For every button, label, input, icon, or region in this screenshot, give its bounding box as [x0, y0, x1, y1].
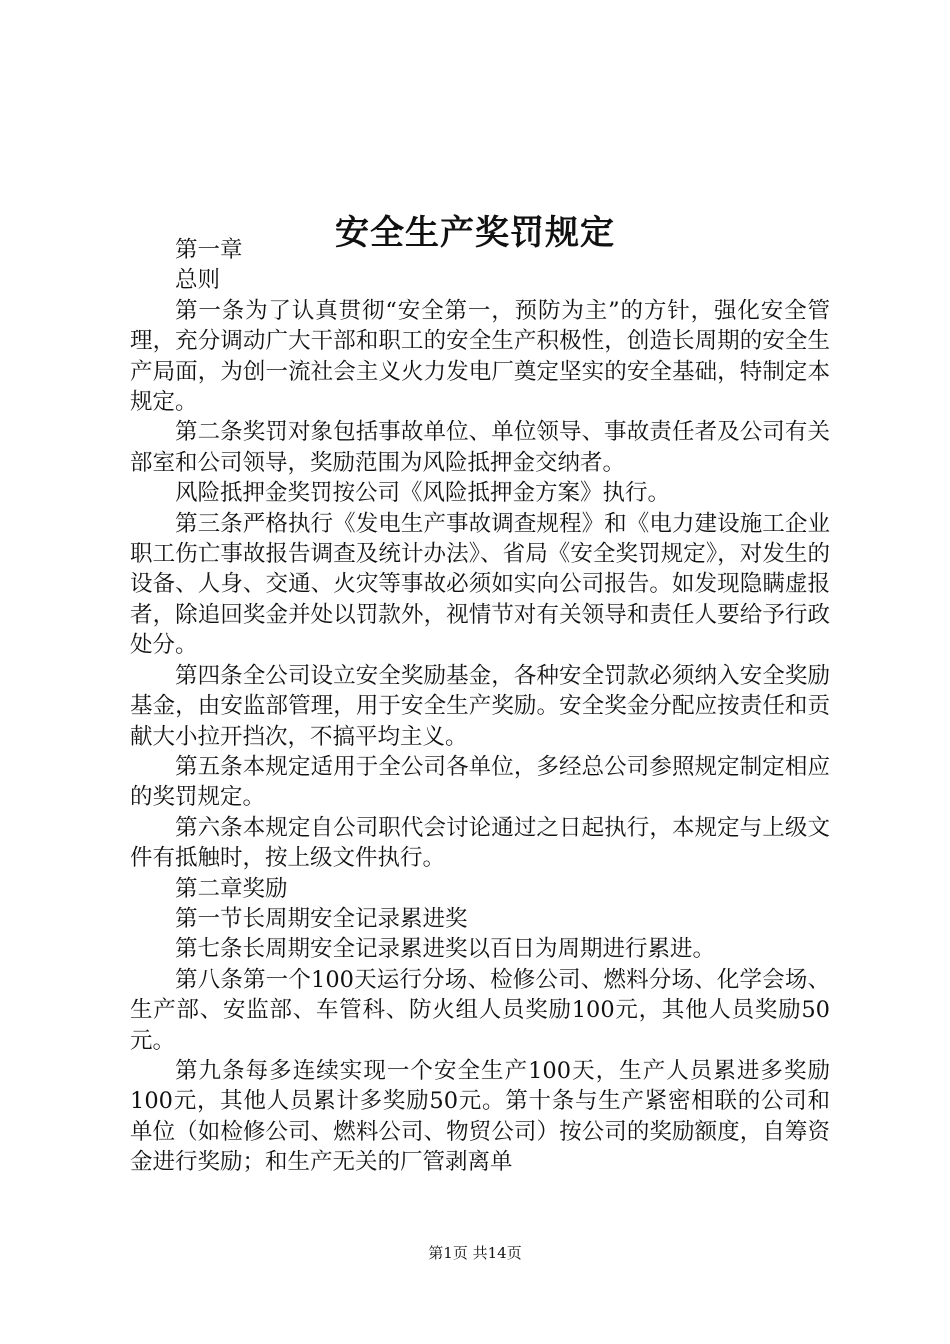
article-paragraph: 第六条本规定自公司职代会讨论通过之日起执行，本规定与上级文件有抵触时，按上级文件执行。 [130, 814, 830, 872]
article-paragraph: 第三条严格执行《发电生产事故调查规程》和《电力建设施工企业职工伤亡事故报告调查及统计办法》、省局《安全奖罚规定》，对发生的设备、人身、交通、火灾等事故必须如实向公司报告。如发现隐瞒虚报者，除追回奖金并处以罚款外，视情节对有关领导和责任人要给予行政处分。 [130, 510, 830, 659]
article-paragraph: 第七条长周期安全记录累进奖以百日为周期进行累进。 [175, 936, 716, 963]
page-number-footer: 第1页 共14页 [428, 1244, 522, 1262]
section-heading: 总则 [175, 267, 221, 294]
article-paragraph: 风险抵押金奖罚按公司《风险抵押金方案》执行。 [175, 480, 671, 507]
section-heading: 第一节长周期安全记录累进奖 [175, 905, 468, 932]
article-paragraph: 第八条第一个100天运行分场、检修公司、燃料分场、化学会场、生产部、安监部、车管科、防火组人员奖励100元，其他人员奖励50元。 [130, 966, 830, 1054]
article-paragraph: 第二条奖罚对象包括事故单位、单位领导、事故责任者及公司有关部室和公司领导，奖励范围为风险抵押金交纳者。 [130, 419, 830, 476]
document-body [130, 235, 830, 1178]
article-paragraph: 第四条全公司设立安全奖励基金，各种安全罚款必须纳入安全奖励基金，由安监部管理，用于安全生产奖励。安全奖金分配应按责任和贡献大小拉开挡次，不搞平均主义。 [130, 662, 830, 750]
page-title: 安全生产奖罚规定 [335, 212, 615, 253]
article-paragraph: 第九条每多连续实现一个安全生产100天，生产人员累进多奖励100元，其他人员累计多奖励50元。第十条与生产紧密相联的公司和单位（如检修公司、燃料公司、物贸公司）按公司的奖励额度，自筹资金进行奖励；和生产无关的厂管剥离单 [130, 1057, 830, 1176]
article-paragraph: 第五条本规定适用于全公司各单位，多经总公司参照规定制定相应的奖罚规定。 [130, 753, 830, 811]
chapter-heading: 第一章 [175, 237, 243, 263]
chapter-heading: 第二章奖励 [175, 875, 288, 902]
article-paragraph: 第一条为了认真贯彻“安全第一，预防为主”的方针，强化安全管理，充分调动广大干部和职工的安全生产积极性，创造长周期的安全生产局面，为创一流社会主义火力发电厂奠定坚实的安全基础，特制定本规定。 [130, 297, 830, 416]
